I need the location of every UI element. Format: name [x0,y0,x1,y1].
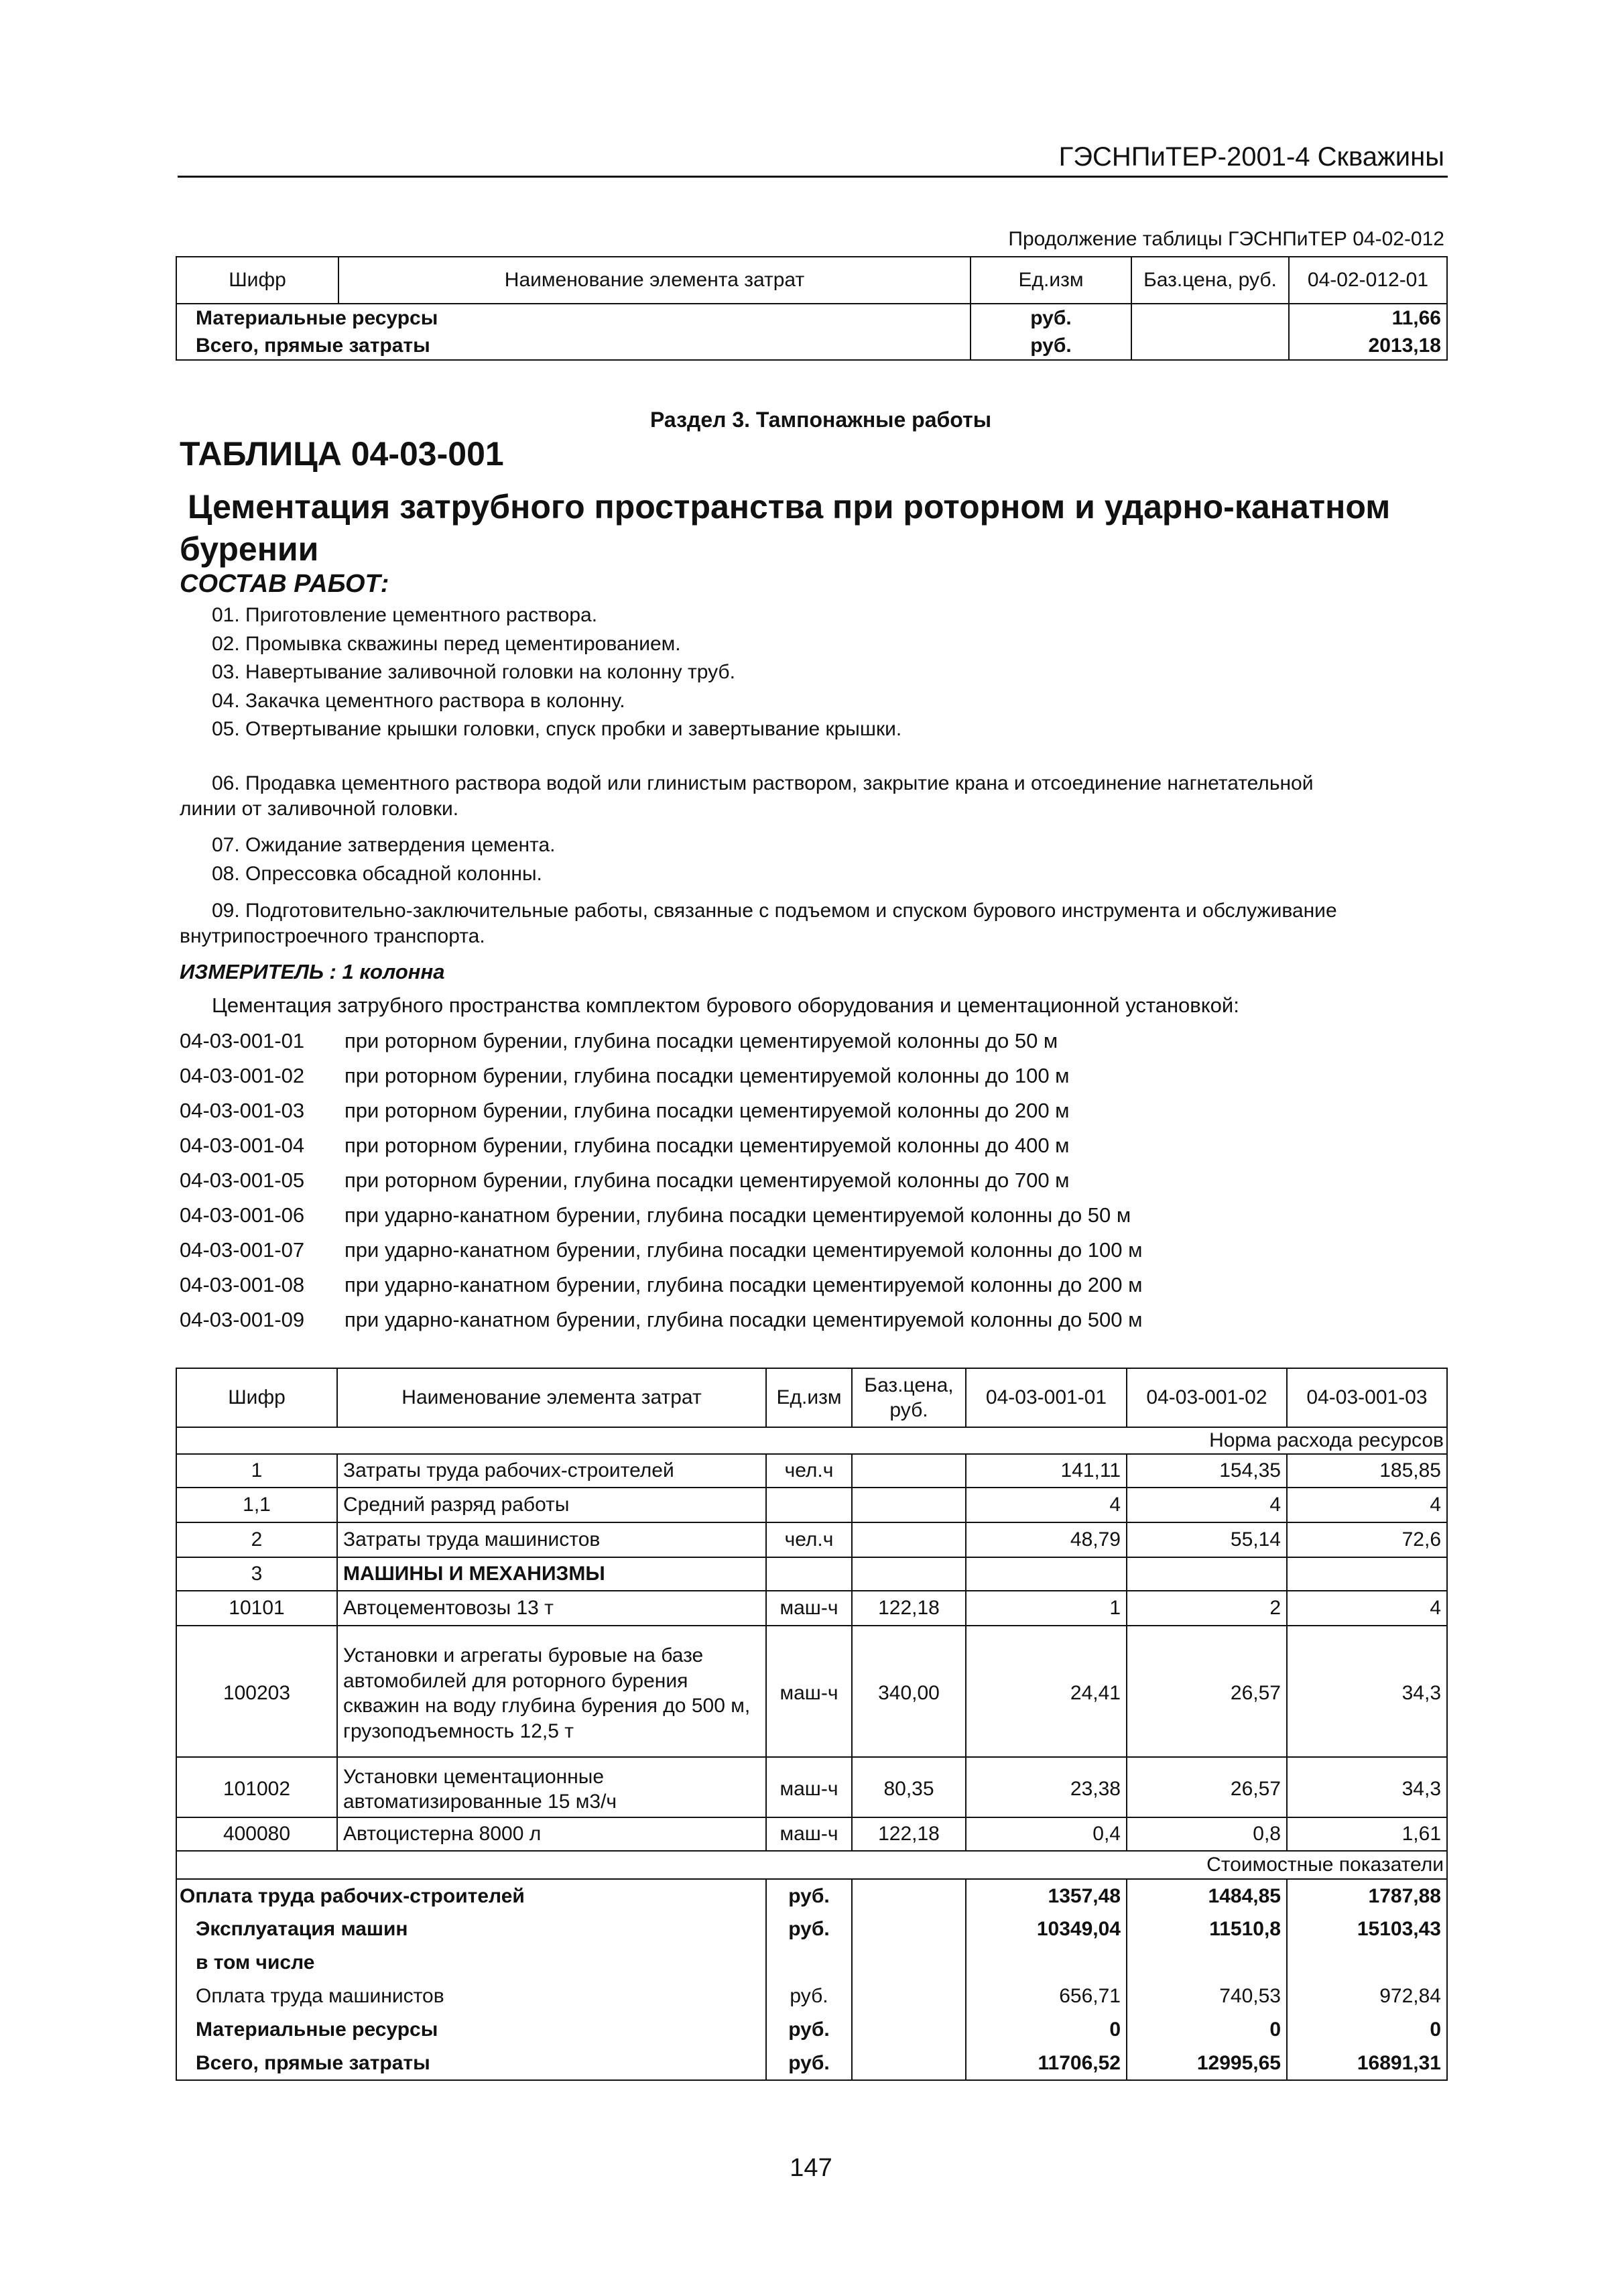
row-name: Установки цементационные автоматизированные 15 м3/ч [337,1757,766,1817]
code-desc: при ударно-канатном бурении, глубина посадки цементируемой колонны до 500 м [345,1308,1143,1331]
cost-price [852,2047,966,2080]
head-code: Шифр [176,1368,337,1427]
work-item: 05. Отвертывание крышки головки, спуск пробки и завертывание крышки. [212,718,902,741]
row-unit: маш-ч [766,1626,852,1757]
row-code: 3 [176,1557,337,1591]
row-unit: руб. [971,304,1131,332]
cost-caption: Стоимостные показатели [176,1851,1447,1879]
list-item [180,1238,1142,1262]
list-item [180,1308,1142,1332]
table-row [176,1913,1447,1946]
row-price: 122,18 [852,1817,966,1851]
work-item: линии от заливочной головки. [180,797,459,820]
code: 04-03-001-07 [180,1238,305,1262]
table-row [176,1591,1447,1626]
row-name: Средний разряд работы [337,1488,766,1522]
cost-v3: 0 [1287,2013,1447,2047]
row-v2: 4 [1127,1488,1287,1522]
table-row [176,1946,1447,1980]
code-desc: при роторном бурении, глубина посадки цементируемой колонны до 700 м [345,1168,1070,1192]
table-row [176,1557,1447,1591]
head-price: Баз.цена, руб. [1131,257,1289,304]
cost-v3: 1787,88 [1287,1879,1447,1913]
row-v2: 0,8 [1127,1817,1287,1851]
cost-v1 [966,1946,1127,1980]
cost-v1: 656,71 [966,1980,1127,2013]
row-code: 10101 [176,1591,337,1626]
main-table [176,1368,1448,2081]
row-v2: 154,35 [1127,1454,1287,1488]
code: 04-03-001-09 [180,1308,305,1331]
list-item [180,1168,1070,1193]
row-v1: 0,4 [966,1817,1127,1851]
work-item: внутрипостроечного транспорта. [180,924,485,947]
row-price [1131,304,1289,332]
cost-price [852,1913,966,1946]
row-v2 [1127,1557,1287,1591]
row-unit [766,1488,852,1522]
work-item: 09. Подготовительно-заключительные работы, связанные с подъемом и спуском бурового инструмента и обслуживание [212,900,1337,922]
cost-v3: 15103,43 [1287,1913,1447,1946]
code: 04-03-001-08 [180,1273,305,1296]
table-row [176,2047,1447,2080]
head-unit: Ед.изм [971,257,1131,304]
cost-unit: руб. [766,1879,852,1913]
code-desc: при ударно-канатном бурении, глубина посадки цементируемой колонны до 100 м [345,1238,1143,1262]
works-list [180,831,1440,888]
row-unit: чел.ч [766,1522,852,1557]
code: 04-03-001-01 [180,1029,305,1052]
row-code: 400080 [176,1817,337,1851]
code: 04-03-001-06 [180,1203,305,1227]
cost-v2: 740,53 [1127,1980,1287,2013]
cost-v2: 1484,85 [1127,1879,1287,1913]
title-line-1: Цементация затрубного пространства при роторном и ударно-канатном [188,488,1391,526]
cost-price [852,1946,966,1980]
top-table [176,256,1448,361]
cost-caption-row [176,1851,1447,1879]
row-price [852,1454,966,1488]
table-row [176,1522,1447,1557]
row-v2: 55,14 [1127,1522,1287,1557]
code-desc: при роторном бурении, глубина посадки цементируемой колонны до 200 м [345,1099,1070,1122]
row-code: 100203 [176,1626,337,1757]
table-row [176,2013,1447,2047]
cost-v1: 11706,52 [966,2047,1127,2080]
cost-v1: 1357,48 [966,1879,1127,1913]
continuation-caption: Продолжение таблицы ГЭСНПиТЕР 04-02-012 [1008,228,1444,250]
section-heading: Раздел 3. Тампонажные работы [650,408,992,432]
cost-v3: 972,84 [1287,1980,1447,2013]
row-name: Всего, прямые затраты [176,332,971,360]
table-row [176,1757,1447,1817]
row-price [1131,332,1289,360]
table-row [176,1626,1447,1757]
code-desc: при роторном бурении, глубина посадки цементируемой колонны до 100 м [345,1064,1070,1087]
row-name: Материальные ресурсы [176,304,971,332]
cost-unit: руб. [766,1980,852,2013]
row-name: Затраты труда рабочих-строителей [337,1454,766,1488]
list-item [180,1134,1070,1158]
cost-v3: 16891,31 [1287,2047,1447,2080]
row-price [852,1488,966,1522]
row-value: 11,66 [1289,304,1447,332]
cost-price [852,1980,966,2013]
row-unit: маш-ч [766,1757,852,1817]
cost-v2: 12995,65 [1127,2047,1287,2080]
code-desc: при ударно-канатном бурении, глубина посадки цементируемой колонны до 50 м [345,1203,1131,1227]
cost-name: Эксплуатация машин [176,1913,766,1946]
table-row [176,1879,1447,1913]
table-row [176,1454,1447,1488]
row-v3: 34,3 [1287,1626,1447,1757]
code: 04-03-001-02 [180,1064,305,1087]
row-price [852,1522,966,1557]
cost-v2: 0 [1127,2013,1287,2047]
running-header: ГЭСНПиТЕР-2001-4 Скважины [1058,142,1444,172]
cost-name: Оплата труда машинистов [176,1980,766,2013]
norm-caption-row [176,1427,1447,1454]
head-code: Шифр [176,257,338,304]
cost-name: Материальные ресурсы [176,2013,766,2047]
cost-price [852,2013,966,2047]
cost-v2: 11510,8 [1127,1913,1287,1946]
head-price: Баз.цена, руб. [852,1368,966,1427]
work-item: 02. Промывка скважины перед цементированием. [212,632,681,655]
work-item: 04. Закачка цементного раствора в колонну. [212,689,625,712]
head-col-02: 04-03-001-02 [1127,1368,1287,1427]
composition-label: СОСТАВ РАБОТ: [180,570,389,598]
row-price: 80,35 [852,1757,966,1817]
row-value: 2013,18 [1289,332,1447,360]
head-code-col: 04-02-012-01 [1289,257,1447,304]
cost-unit: руб. [766,1913,852,1946]
row-name: Установки и агрегаты буровые на базе автомобилей для роторного бурения скважин на воду глубина бурения до 500 м, грузоподъемность 12,5 т [337,1626,766,1757]
code-desc: при роторном бурении, глубина посадки цементируемой колонны до 400 м [345,1134,1070,1157]
main-table-head [176,1368,1447,1427]
row-v3: 185,85 [1287,1454,1447,1488]
page-number: 147 [790,2154,832,2182]
cost-name: Всего, прямые затраты [176,2047,766,2080]
list-item [180,1029,1058,1053]
list-item [180,1203,1131,1227]
table-row [176,1488,1447,1522]
row-v2: 26,57 [1127,1757,1287,1817]
code-desc: при роторном бурении, глубина посадки цементируемой колонны до 50 м [345,1029,1058,1052]
row-v3: 1,61 [1287,1817,1447,1851]
row-price: 122,18 [852,1591,966,1626]
row-v2: 2 [1127,1591,1287,1626]
table-number: ТАБЛИЦА 04-03-001 [180,435,504,473]
row-price [852,1557,966,1591]
table-row [176,1980,1447,2013]
row-code: 2 [176,1522,337,1557]
work-item: 08. Опрессовка обсадной колонны. [212,862,542,885]
head-name: Наименование элемента затрат [338,257,971,304]
code: 04-03-001-03 [180,1099,305,1122]
row-code: 101002 [176,1757,337,1817]
code-desc: при ударно-канатном бурении, глубина посадки цементируемой колонны до 200 м [345,1273,1143,1296]
head-col-01: 04-03-001-01 [966,1368,1127,1427]
top-table-head [176,257,1447,304]
cost-v2 [1127,1946,1287,1980]
row-v3 [1287,1557,1447,1591]
table-title [180,486,1426,570]
row-v2: 26,57 [1127,1626,1287,1757]
table-row [176,1817,1447,1851]
cost-v1: 10349,04 [966,1913,1127,1946]
cost-name: Оплата труда рабочих-строителей [176,1879,766,1913]
title-line-2: бурении [180,530,319,568]
work-item: 03. Навертывание заливочной головки на колонну труб. [212,661,735,684]
table-row [176,304,1447,332]
row-code: 1 [176,1454,337,1488]
cost-unit: руб. [766,2047,852,2080]
cost-price [852,1879,966,1913]
norm-caption: Норма расхода ресурсов [176,1427,1447,1454]
list-item [180,1273,1142,1297]
row-unit: чел.ч [766,1454,852,1488]
row-unit [766,1557,852,1591]
codes-intro: Цементация затрубного пространства комплектом бурового оборудования и цементационной установкой: [212,993,1239,1017]
list-item [180,1099,1070,1123]
cost-name: в том числе [176,1946,766,1980]
row-v1: 1 [966,1591,1127,1626]
header-rule [178,176,1448,178]
row-unit: маш-ч [766,1591,852,1626]
work-item: 01. Приготовление цементного раствора. [212,604,598,626]
cost-v1: 0 [966,2013,1127,2047]
row-name: Затраты труда машинистов [337,1522,766,1557]
cost-unit: руб. [766,2013,852,2047]
code: 04-03-001-05 [180,1168,305,1192]
row-unit: маш-ч [766,1817,852,1851]
row-v3: 4 [1287,1591,1447,1626]
row-v1: 48,79 [966,1522,1127,1557]
row-v1 [966,1557,1127,1591]
row-code: 1,1 [176,1488,337,1522]
row-v1: 141,11 [966,1454,1127,1488]
cost-unit [766,1946,852,1980]
row-v3: 4 [1287,1488,1447,1522]
work-item: 06. Продавка цементного раствора водой или глинистым раствором, закрытие крана и отсоединение нагнетательной [212,772,1314,794]
row-v1: 24,41 [966,1626,1127,1757]
works-list [180,898,1440,949]
list-item [180,1064,1070,1088]
table-row [176,332,1447,360]
head-col-03: 04-03-001-03 [1287,1368,1447,1427]
row-unit: руб. [971,332,1131,360]
head-unit: Ед.изм [766,1368,852,1427]
row-name: МАШИНЫ И МЕХАНИЗМЫ [337,1557,766,1591]
row-v1: 4 [966,1488,1127,1522]
head-name: Наименование элемента затрат [337,1368,766,1427]
measure-unit: ИЗМЕРИТЕЛЬ : 1 колонна [180,960,445,983]
row-name: Автоцементовозы 13 т [337,1591,766,1626]
works-list [180,771,1440,821]
row-v1: 23,38 [966,1757,1127,1817]
work-item: 07. Ожидание затвердения цемента. [212,834,556,856]
row-name: Автоцистерна 8000 л [337,1817,766,1851]
code: 04-03-001-04 [180,1134,305,1157]
cost-v3 [1287,1946,1447,1980]
row-v3: 34,3 [1287,1757,1447,1817]
row-v3: 72,6 [1287,1522,1447,1557]
works-list [180,601,1440,744]
row-price: 340,00 [852,1626,966,1757]
